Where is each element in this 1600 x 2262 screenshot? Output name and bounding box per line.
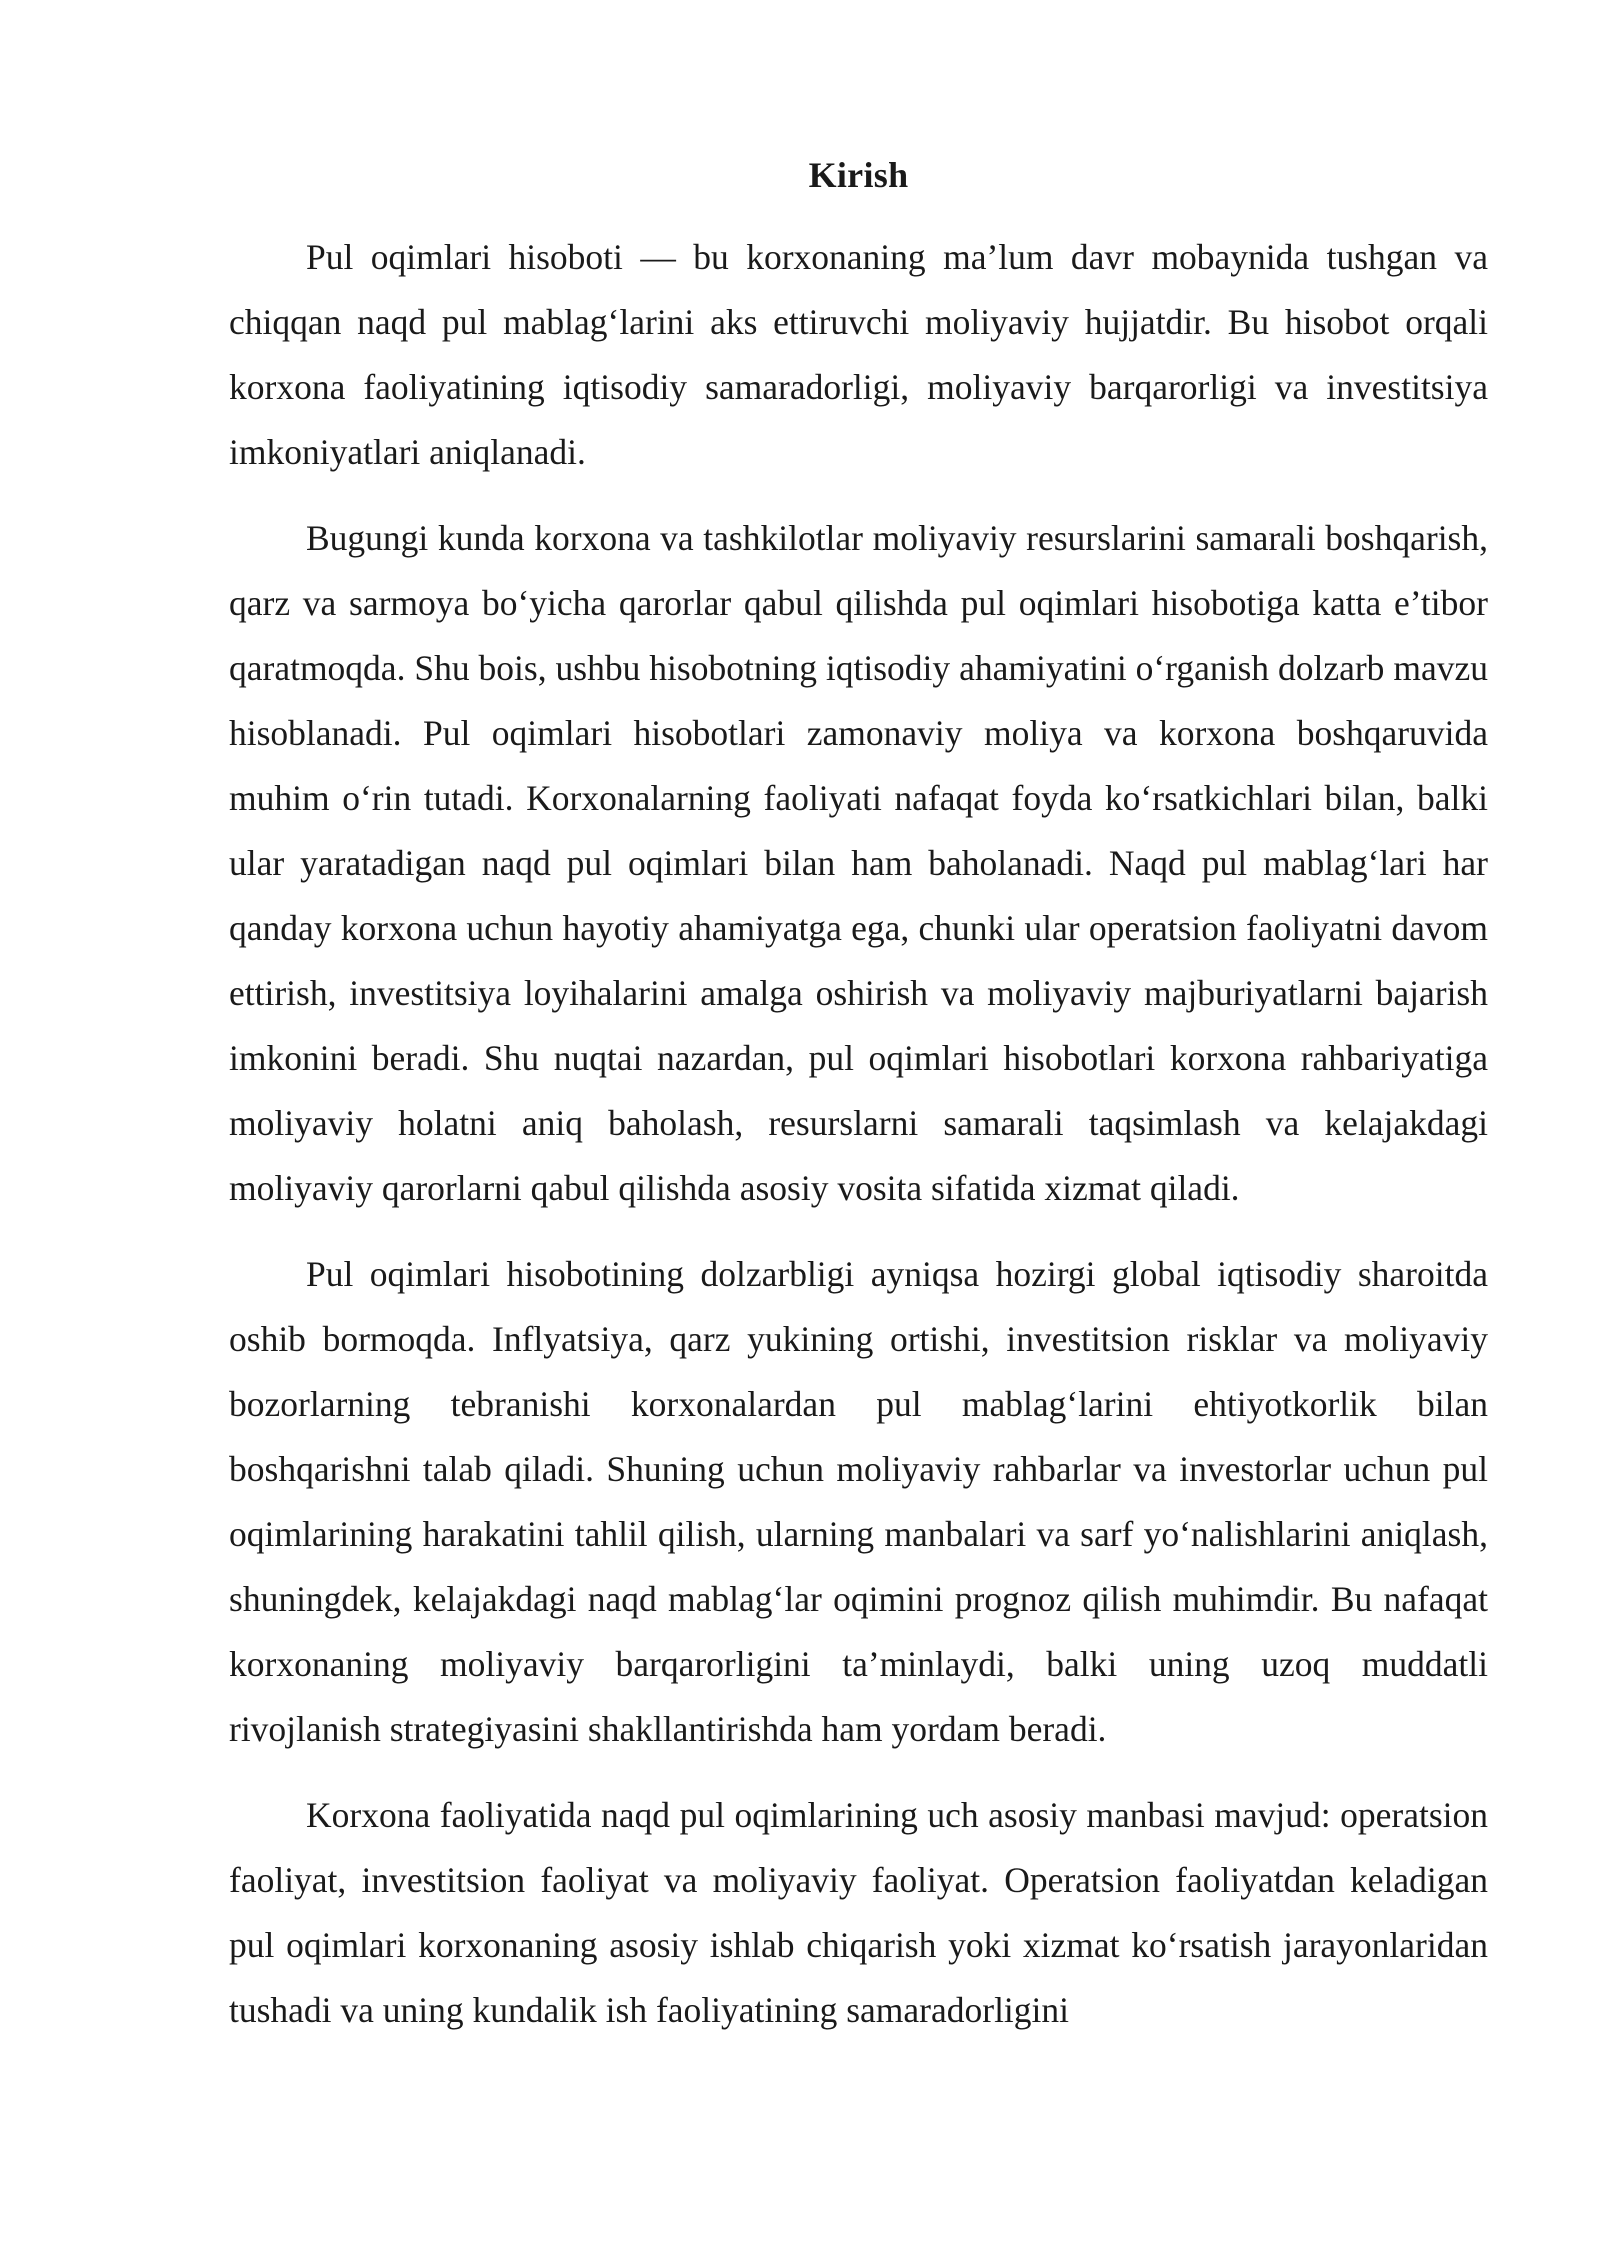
document-page	[229, 145, 1488, 2064]
paragraph-1: Pul oqimlari hisoboti — bu korxonaning ma’lum davr mobaynida tushgan va chiqqan naqd pul mablag‘larini aks ettiruvchi moliyaviy hujjatdir. Bu hisobot orqali korxona faoliyatining iqtisodiy samaradorligi, moliyaviy barqarorligi va investitsiya imkoniyatlari aniqlanadi.	[229, 237, 1488, 472]
section-title: Kirish	[808, 155, 909, 195]
paragraph-3: Pul oqimlari hisobotining dolzarbligi ayniqsa hozirgi global iqtisodiy sharoitda oshib bormoqda. Inflyatsiya, qarz yukining ortishi, investitsion risklar va moliyaviy bozorlarning tebranishi korxonalardan pul mablag‘larini ehtiyotkorlik bilan boshqarishni talab qiladi. Shuning uchun moliyaviy rahbarlar va investorlar uchun pul oqimlarining harakatini tahlil qilish, ularning manbalari va sarf yo‘nalishlarini aniqlash, shuningdek, kelajakdagi naqd mablag‘lar oqimini prognoz qilish muhimdir. Bu nafaqat korxonaning moliyaviy barqarorligini ta’minlaydi, balki uning uzoq muddatli rivojlanish strategiyasini shakllantirishda ham yordam beradi.	[229, 1254, 1488, 1749]
paragraph-2: Bugungi kunda korxona va tashkilotlar moliyaviy resurslarini samarali boshqarish, qarz va sarmoya bo‘yicha qarorlar qabul qilishda pul oqimlari hisobotiga katta e’tibor qaratmoqda. Shu bois, ushbu hisobotning iqtisodiy ahamiyatini o‘rganish dolzarb mavzu hisoblanadi. Pul oqimlari hisobotlari zamonaviy moliya va korxona boshqaruvida muhim o‘rin tutadi. Korxonalarning faoliyati nafaqat foyda ko‘rsatkichlari bilan, balki ular yaratadigan naqd pul oqimlari bilan ham baholanadi. Naqd pul mablag‘lari har qanday korxona uchun hayotiy ahamiyatga ega, chunki ular operatsion faoliyatni davom ettirish, investitsiya loyihalarini amalga oshirish va moliyaviy majburiyatlarni bajarish imkonini beradi. Shu nuqtai nazardan, pul oqimlari hisobotlari korxona rahbariyatiga moliyaviy holatni aniq baholash, resurslarni samarali taqsimlash va kelajakdagi moliyaviy qarorlarni qabul qilishda asosiy vosita sifatida xizmat qiladi.	[229, 518, 1488, 1208]
paragraph-4: Korxona faoliyatida naqd pul oqimlarining uch asosiy manbasi mavjud: operatsion faoliyat, investitsion faoliyat va moliyaviy faoliyat. Operatsion faoliyatdan keladigan pul oqimlari korxonaning asosiy ishlab chiqarish yoki xizmat ko‘rsatish jarayonlaridan tushadi va uning kundalik ish faoliyatining samaradorligini	[229, 1795, 1488, 2030]
